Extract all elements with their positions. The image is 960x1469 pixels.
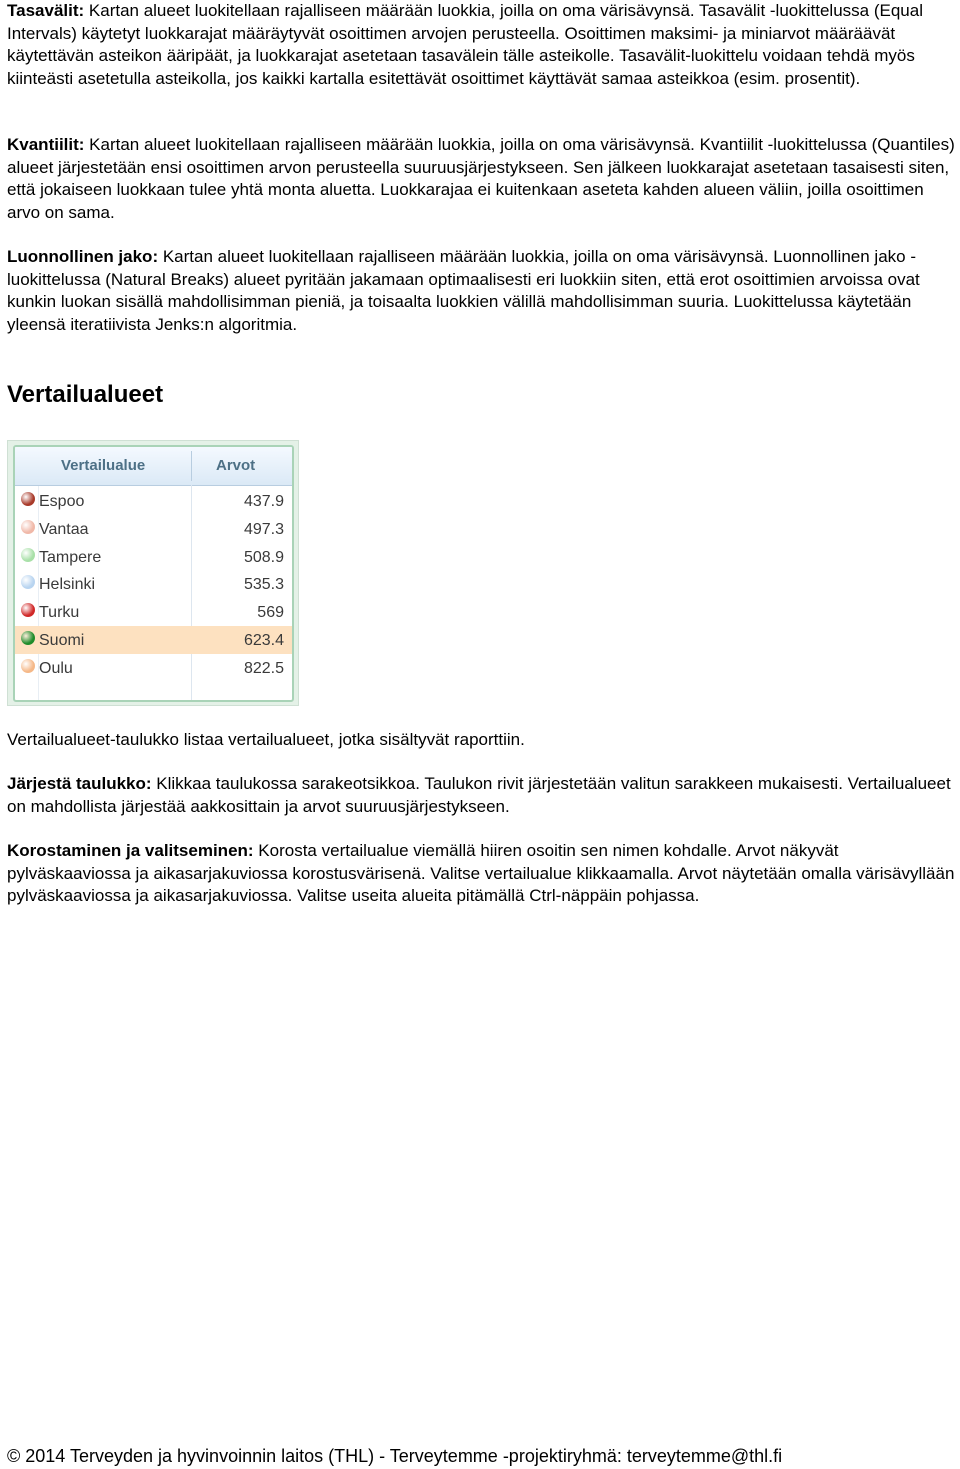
vertailualueet-table-widget xyxy=(7,440,299,706)
text-jarjesta-taulukko: Klikkaa taulukossa sarakeotsikkoa. Taulukon rivit järjestetään valitun sarakkeen mukaisesti. Vertailualueet on mahdollista järjestää aakkosittain ja arvot suuruusjärjestykseen. xyxy=(7,774,951,816)
term-luonnollinen-jako: Luonnollinen jako: xyxy=(7,247,159,266)
text-luonnollinen-jako: Kartan alueet luokitellaan rajalliseen määrään luokkia, joilla on oma värisävynsä. Luonnollinen jako -luokittelussa (Natural Breaks) alueet pyritään jakamaan optimaalisesti eri luokkiin siten, että erot osoittimien arvoissa ovat kunkin luokan sisällä mahdollisimman pieniä, ja toisaalta luokkien välillä mahdollisimman suuria. Luokittelussa käytetään yleensä iteratiivista Jenks:n algoritmia. xyxy=(7,247,920,334)
row-value: 569 xyxy=(257,604,284,622)
row-value: 437.9 xyxy=(243,493,284,510)
section-title: Vertailualueet xyxy=(7,381,164,408)
table-row[interactable] xyxy=(15,487,292,515)
table-header xyxy=(15,447,292,486)
color-dot-icon xyxy=(21,659,35,673)
row-value: 623.4 xyxy=(243,632,284,649)
row-value: 508.9 xyxy=(243,548,284,566)
color-dot-icon xyxy=(21,520,35,534)
color-dot-icon xyxy=(21,631,35,645)
row-area-name[interactable]: Tampere xyxy=(39,548,102,566)
paragraph-luonnollinen-jako xyxy=(7,246,957,336)
column-header-arvot[interactable]: Arvot xyxy=(216,457,256,474)
table-row[interactable] xyxy=(15,570,292,598)
paragraph-vertailualueet-description xyxy=(7,729,525,752)
color-dot-icon xyxy=(21,492,35,506)
row-value: 535.3 xyxy=(243,576,284,594)
paragraph-tasavalit xyxy=(7,0,957,90)
row-area-name[interactable]: Helsinki xyxy=(39,576,96,594)
term-kvantiilit: Kvantiilit: xyxy=(7,135,85,154)
row-area-name[interactable]: Suomi xyxy=(39,632,85,649)
term-tasavalit: Tasavälit: xyxy=(7,1,85,20)
table-row[interactable] xyxy=(15,543,292,571)
table-row[interactable] xyxy=(15,598,292,626)
row-area-name[interactable]: Espoo xyxy=(39,493,85,510)
text-korostaminen: Korosta vertailualue viemällä hiiren osoitin sen nimen kohdalle. Arvot näkyvät pylväskaaviossa ja aikasarjakuviossa korostusvärisenä. Valitse vertailualue klikkaamalla. Arvot näytetään omalla värisävyllään pylväskaaviossa ja aikasarjakuviossa. Valitse useita alueita pitämällä Ctrl-näppäin pohjassa. xyxy=(7,841,955,905)
text-tasavalit: Kartan alueet luokitellaan rajalliseen määrään luokkia, joilla on oma värisävynsä. Tasavälit -luokittelussa (Equal Intervals) käytetyt luokkarajat määräytyvät osoittimen arvojen perusteella. Osoittimen maksimi- ja miniarvot määräävät käytettävän asteikon ääripäät, ja luokkarajat asetetaan tasavälein tälle asteikolle. Tasavälit-luokittelu voidaan tehdä myös kiinteästi asetetulla asteikolla, jos kaikki kartalla esitettävät osoittimet käyttävät samaa asteikkoa (esim. prosentit). xyxy=(7,1,923,88)
table-row[interactable] xyxy=(15,515,292,543)
color-dot-icon xyxy=(21,575,35,589)
row-value: 497.3 xyxy=(243,520,284,538)
paragraph-jarjesta-taulukko xyxy=(7,773,957,818)
table-row[interactable] xyxy=(15,626,292,654)
table-row[interactable] xyxy=(15,654,292,682)
column-header-vertailualue[interactable]: Vertailualue xyxy=(61,457,146,474)
text-kvantiilit: Kartan alueet luokitellaan rajalliseen määrään luokkia, joilla on oma värisävynsä. Kvantiilit -luokittelussa (Quantiles) alueet järjestetään ensi osoittimen arvon perusteella suuruusjärjestykseen. Sen jälkeen luokkarajat asetetaan tasaisesti siten, että jokaiseen luokkaan tulee yhtä monta aluetta. Luokkarajaa ei kuitenkaan aseteta kahden alueen väliin, joilla osoittimen arvo on sama. xyxy=(7,135,955,222)
row-area-name[interactable]: Vantaa xyxy=(39,520,89,538)
term-jarjesta-taulukko: Järjestä taulukko: xyxy=(7,774,152,793)
term-korostaminen: Korostaminen ja valitseminen: xyxy=(7,841,254,860)
row-area-name[interactable]: Oulu xyxy=(39,659,73,677)
text-vertailualueet-description: Vertailualueet-taulukko listaa vertailualueet, jotka sisältyvät raporttiin. xyxy=(7,730,525,749)
vertailualueet-table xyxy=(13,445,294,702)
row-value: 822.5 xyxy=(243,659,284,677)
paragraph-korostaminen xyxy=(7,840,957,908)
row-area-name[interactable]: Turku xyxy=(39,604,80,622)
footer-copyright: © 2014 Terveyden ja hyvinvoinnin laitos (THL) - Terveytemme -projektiryhmä: terveytemme@thl.fi xyxy=(7,1446,783,1466)
header-divider xyxy=(191,451,192,481)
color-dot-icon xyxy=(21,603,35,617)
color-dot-icon xyxy=(21,548,35,562)
paragraph-kvantiilit xyxy=(7,134,957,224)
